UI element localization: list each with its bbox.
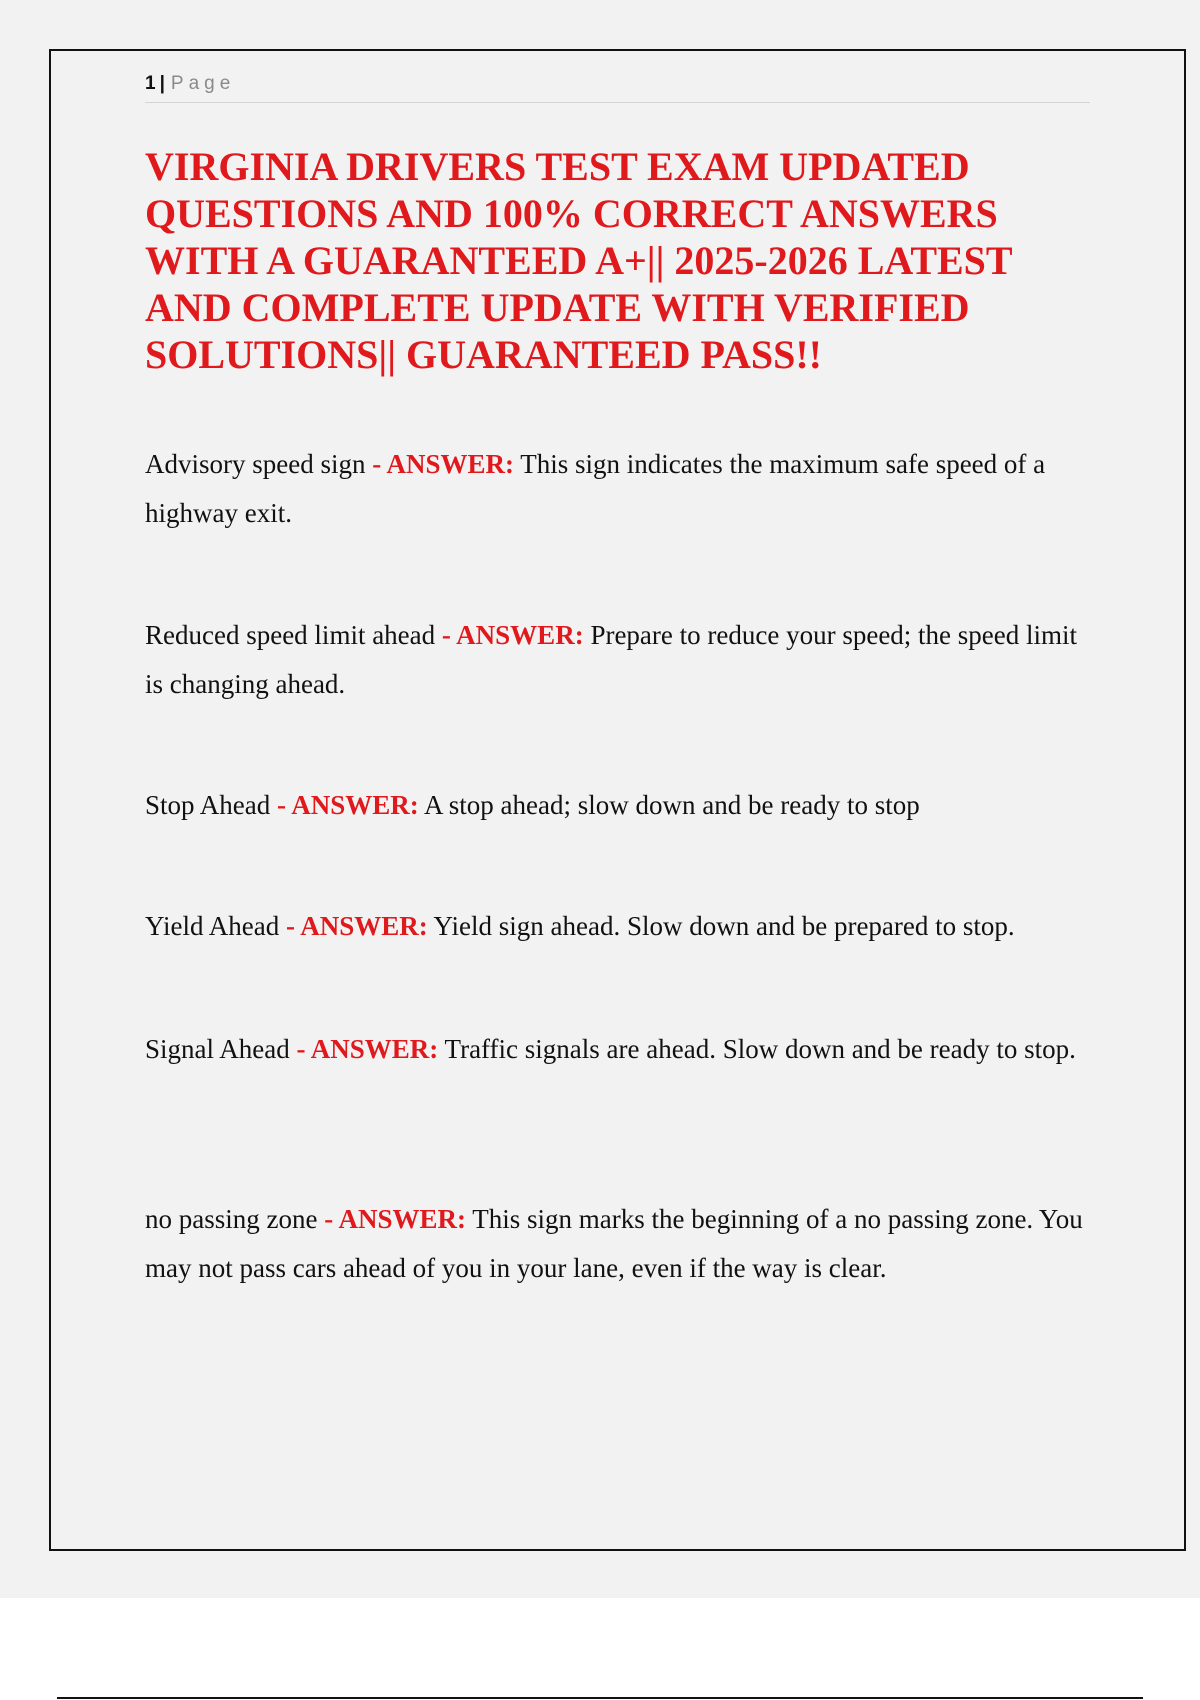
page-header	[145, 70, 1090, 103]
qa-term: Reduced speed limit ahead	[145, 620, 436, 650]
qa-term: Advisory speed sign	[145, 449, 366, 479]
qa-term: Signal Ahead	[145, 1034, 290, 1064]
qa-separator: -	[270, 790, 292, 820]
qa-separator: -	[435, 620, 457, 650]
qa-separator: -	[279, 911, 301, 941]
answer-label: ANSWER:	[338, 1204, 466, 1234]
qa-answer: Yield sign ahead. Slow down and be prepared to stop.	[427, 911, 1015, 941]
answer-label: ANSWER:	[456, 620, 584, 650]
qa-term: no passing zone	[145, 1204, 318, 1234]
qa-separator: -	[365, 449, 387, 479]
qa-item-no-passing-zone	[145, 1195, 1095, 1293]
answer-label: ANSWER:	[300, 911, 428, 941]
qa-answer: A stop ahead; slow down and be ready to stop	[418, 790, 920, 820]
page-label: Page	[170, 73, 236, 94]
answer-label: ANSWER:	[386, 449, 515, 479]
qa-item-reduced-speed-limit	[145, 611, 1095, 709]
document-title: VIRGINIA DRIVERS TEST EXAM UPDATED QUESTIONS AND 100% CORRECT ANSWERS WITH A GUARANTEED A+|| 2025-2026 LATEST AND COMPLETE UPDATE WITH VERIFIED SOLUTIONS|| GUARANTEED PASS!!	[145, 144, 1012, 377]
answer-label: ANSWER:	[310, 1034, 439, 1064]
qa-separator: -	[317, 1204, 339, 1234]
qa-answer: Traffic signals are ahead. Slow down and be ready to stop.	[438, 1034, 1076, 1064]
qa-term: Stop Ahead	[145, 790, 271, 820]
page-number: 1	[145, 73, 156, 94]
answer-label: ANSWER:	[291, 790, 419, 820]
qa-term: Yield Ahead	[145, 911, 280, 941]
qa-answer: This sign marks the beginning of a no passing zone. You may not pass cars ahead of you in your lane, even if the way is clear.	[145, 1204, 1083, 1283]
qa-item-signal-ahead	[145, 1025, 1095, 1074]
qa-answer: This sign indicates the maximum safe speed of a highway exit.	[145, 449, 1046, 528]
page-separator: |	[159, 73, 165, 94]
qa-item-stop-ahead	[145, 781, 1095, 830]
bottom-divider	[57, 1697, 1143, 1699]
qa-separator: -	[289, 1034, 311, 1064]
qa-answer: Prepare to reduce your speed; the speed limit is changing ahead.	[145, 620, 1078, 699]
qa-item-advisory-speed-sign	[145, 440, 1095, 538]
qa-item-yield-ahead	[145, 902, 1095, 951]
